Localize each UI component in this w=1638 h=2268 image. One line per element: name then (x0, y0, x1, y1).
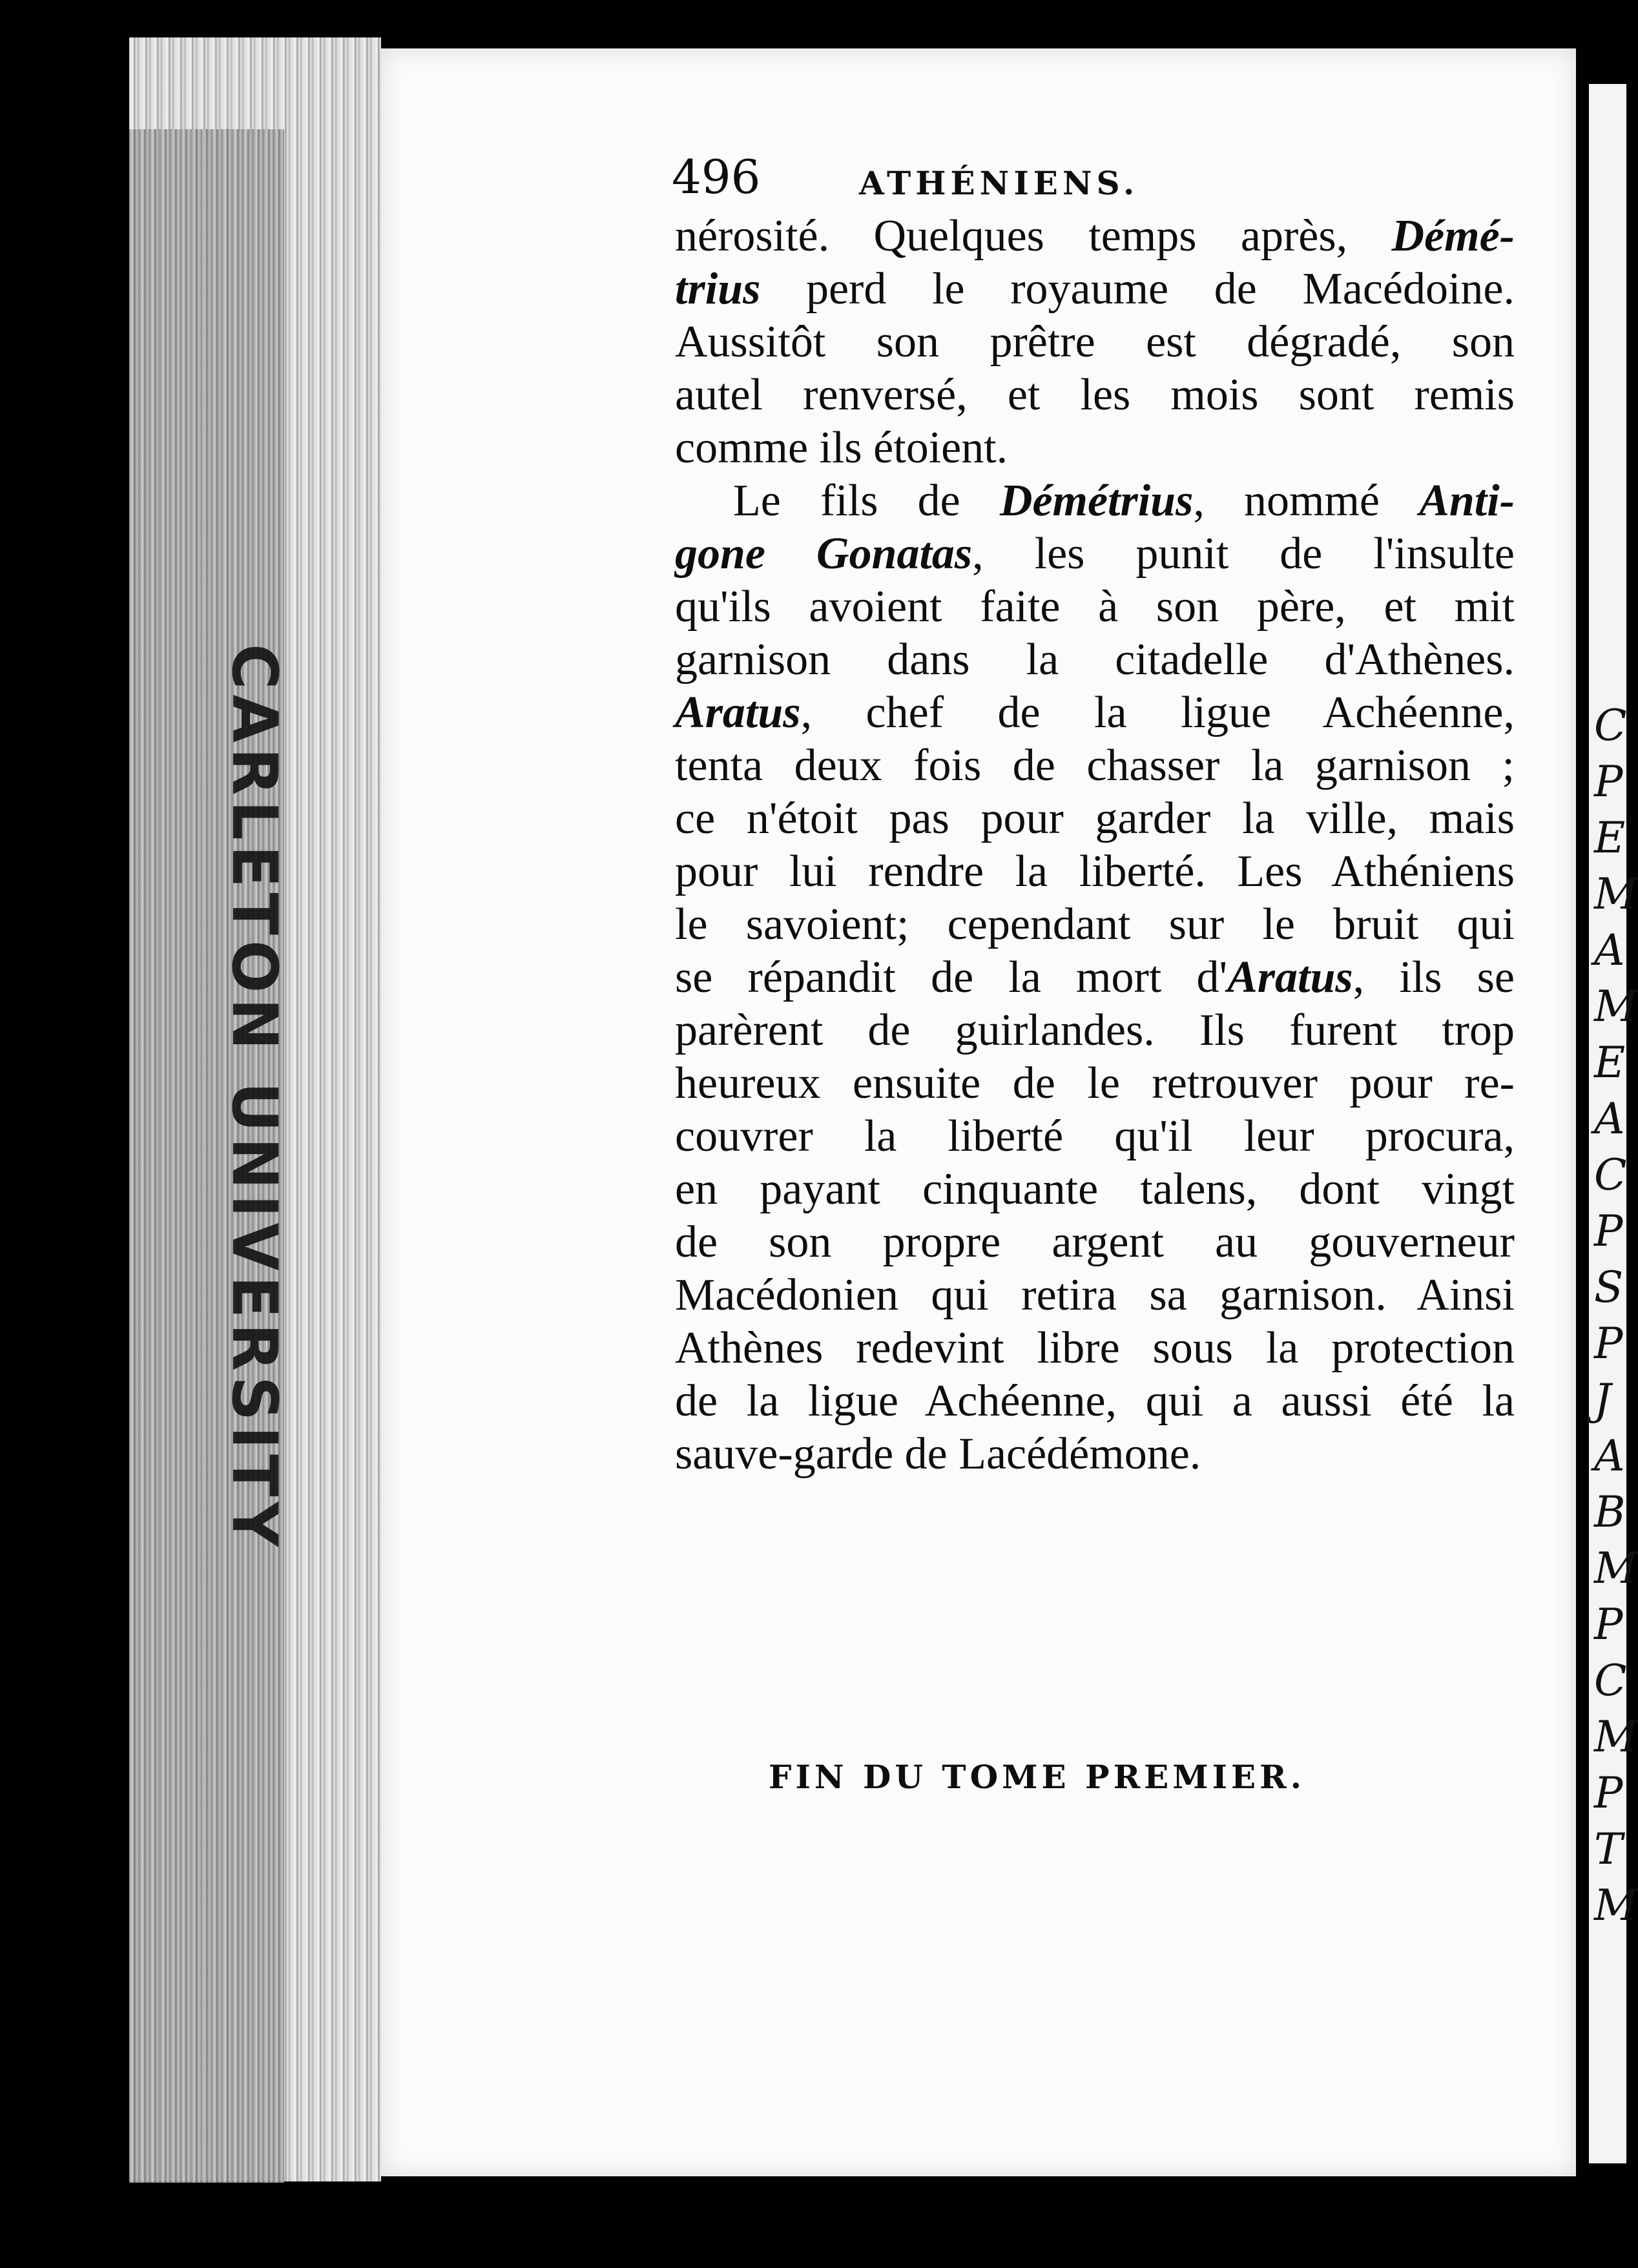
page-number: 496 (672, 150, 761, 204)
text-line: Aratus, chef de la ligue Achéenne, (675, 688, 1515, 737)
facing-letter: C (1594, 1656, 1627, 1706)
facing-letter: P (1594, 1600, 1623, 1649)
text-line: parèrent de guirlandes. Ils furent trop (675, 1005, 1515, 1055)
text-line: tenta deux fois de chasser la garnison ; (675, 741, 1515, 790)
facing-letter: A (1594, 1431, 1625, 1481)
text-line: sauve-garde de Lacédémone. (675, 1429, 1201, 1479)
text-line: le savoient; cependant sur le bruit qui (675, 900, 1515, 949)
facing-letter: M (1594, 982, 1638, 1031)
text-line: gone Gonatas, les punit de l'insulte (675, 529, 1515, 579)
text-line: couvrer la liberté qu'il leur procura, (675, 1111, 1515, 1161)
page-header (672, 150, 1279, 214)
facing-letter: S (1594, 1263, 1624, 1312)
facing-letter: B (1594, 1487, 1626, 1537)
facing-letter: M (1594, 869, 1638, 919)
text-line: ce n'étoit pas pour garder la ville, mais (675, 794, 1515, 843)
facing-letter: P (1594, 1206, 1623, 1256)
text-line: comme ils étoient. (675, 423, 1008, 473)
facing-letter: E (1594, 1038, 1626, 1088)
text-line: de la ligue Achéenne, qui a aussi été la (675, 1376, 1515, 1426)
text-line: Athènes redevint libre sous la protection (675, 1323, 1515, 1373)
facing-letter: A (1594, 1094, 1625, 1144)
facing-letter: M (1594, 1881, 1638, 1930)
facing-letter: P (1594, 1768, 1623, 1818)
facing-letter: E (1594, 813, 1626, 863)
text-line: pour lui rendre la liberté. Les Athéniens (675, 847, 1515, 896)
text-line: nérosité. Quelques temps après, Démé- (675, 211, 1515, 261)
text-line: autel renversé, et les mois sont remis (675, 370, 1515, 420)
text-line: Le fils de Démétrius, nommé Anti- (733, 476, 1515, 526)
text-line: qu'ils avoient faite à son père, et mit (675, 582, 1515, 632)
facing-page-letters (1594, 697, 1638, 1933)
facing-letter: A (1594, 925, 1625, 975)
text-line: trius perd le royaume de Macédoine. (675, 264, 1515, 314)
text-line: heureux ensuite de le retrouver pour re- (675, 1058, 1515, 1108)
facing-letter: P (1594, 1319, 1623, 1368)
facing-letter: T (1594, 1824, 1623, 1874)
text-line: se répandit de la mort d'Aratus, ils se (675, 953, 1515, 1002)
text-line: en payant cinquante talens, dont vingt (675, 1164, 1515, 1214)
library-stamp: CARLETON UNIVERSITY (218, 644, 291, 1552)
body-text (675, 210, 1515, 1481)
facing-letter: P (1594, 757, 1623, 807)
text-line: garnison dans la citadelle d'Athènes. (675, 635, 1515, 685)
facing-letter: J (1594, 1375, 1612, 1425)
running-head: ATHÉNIENS. (859, 164, 1139, 202)
end-of-volume-title: FIN DU TOME PREMIER. (769, 1758, 1306, 1796)
facing-letter: C (1594, 701, 1627, 750)
text-line: Aussitôt son prêtre est dégradé, son (675, 317, 1515, 367)
text-line: Macédonien qui retira sa garnison. Ainsi (675, 1270, 1515, 1320)
text-line: de son propre argent au gouverneur (675, 1217, 1515, 1267)
facing-letter: M (1594, 1543, 1638, 1593)
facing-letter: M (1594, 1712, 1638, 1762)
facing-letter: C (1594, 1150, 1627, 1200)
